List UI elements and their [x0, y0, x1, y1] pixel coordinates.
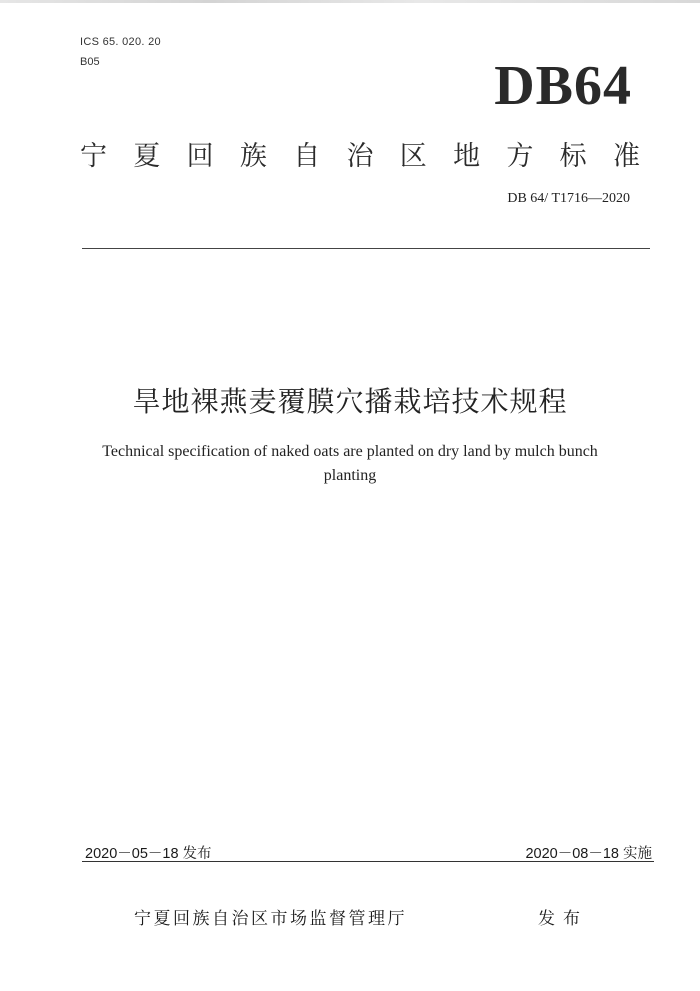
scan-edge	[0, 0, 700, 3]
standard-code-logo: DB64	[494, 55, 632, 117]
classification-code: B05	[80, 56, 100, 68]
issuing-authority: 宁夏回族自治区市场监督管理厅	[134, 909, 407, 929]
title-char: 治	[346, 141, 374, 172]
issue-date: 2020－05－18 发布	[85, 846, 212, 862]
document-title-chinese: 旱地裸燕麦覆膜穴播栽培技术规程	[132, 385, 568, 418]
title-char: 准	[612, 141, 640, 172]
document-title-english	[80, 440, 620, 488]
title-char: 自	[293, 141, 321, 172]
title-char: 宁	[80, 141, 107, 172]
title-en-line: Technical specification of naked oats are planted on dry land by mulch bunch	[102, 443, 598, 460]
standard-type-title	[80, 134, 640, 173]
footer-divider	[82, 861, 654, 862]
ics-code: ICS 65. 020. 20	[80, 36, 161, 48]
title-en-line: planting	[323, 467, 377, 484]
title-char: 回	[186, 141, 214, 172]
header-divider	[82, 248, 650, 249]
issue-label: 发布	[538, 909, 588, 929]
title-char: 地	[453, 141, 481, 172]
title-char: 区	[399, 141, 427, 172]
title-char: 夏	[133, 141, 161, 172]
implementation-date: 2020－08－18 实施	[525, 846, 652, 862]
title-char: 标	[559, 141, 587, 172]
title-char: 方	[506, 141, 534, 172]
title-char: 族	[239, 141, 267, 172]
standard-number: DB 64/ T1716—2020	[507, 191, 630, 206]
